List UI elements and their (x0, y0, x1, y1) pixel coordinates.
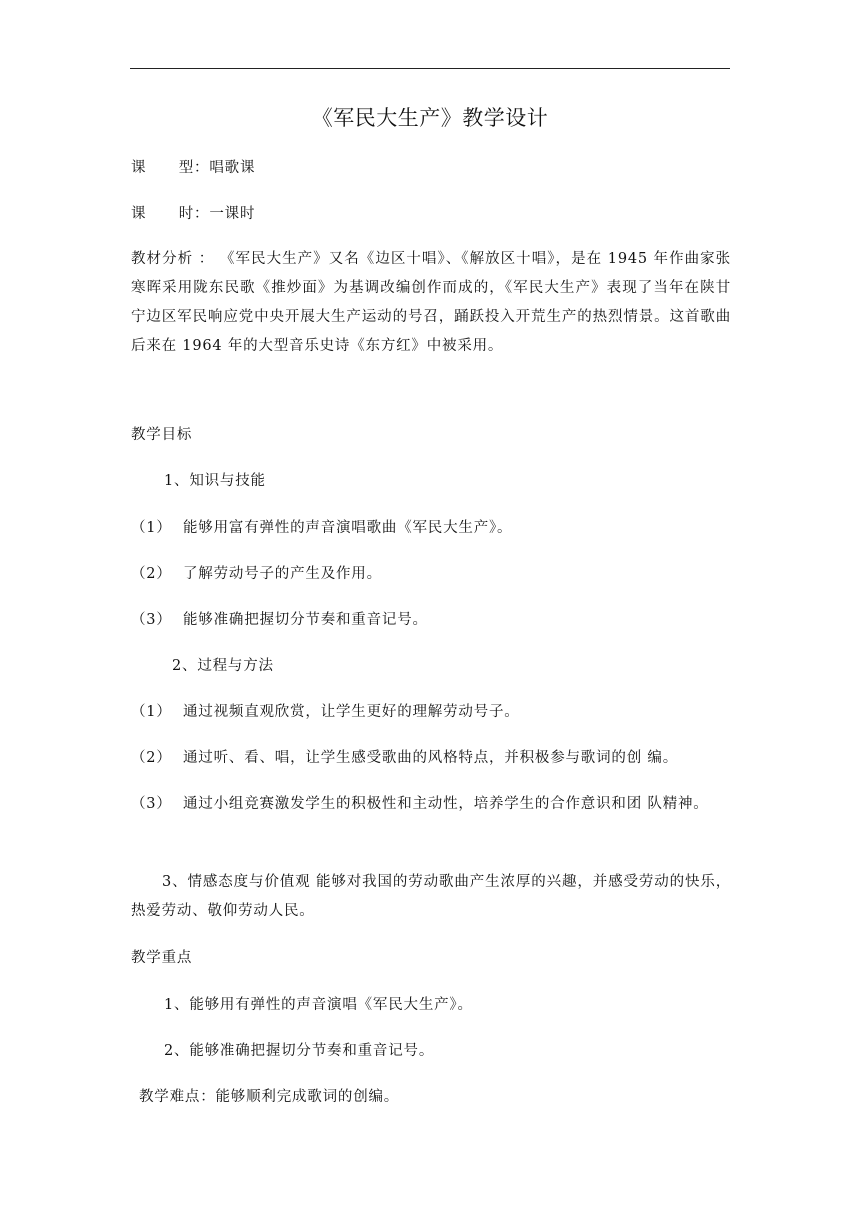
course-time-label: 课 时： (131, 206, 210, 222)
course-type-value: 唱歌课 (209, 160, 256, 176)
key-point-item: 1、能够用有弹性的声音演唱《军民大生产》。 (164, 997, 473, 1013)
item-text: 通过视频直观欣赏，让学生更好的理解劳动号子。 (183, 704, 520, 720)
key-points-heading: 教学重点 (131, 950, 193, 966)
process-item (131, 790, 731, 819)
item-text: 能够准确把握切分节奏和重音记号。 (183, 612, 428, 628)
goals-heading: 教学目标 (131, 427, 193, 443)
document-title: 《军民大生产》教学设计 (311, 106, 549, 130)
item-number: （1） (131, 704, 172, 720)
item-text: 能够用富有弹性的声音演唱歌曲《军民大生产》。 (183, 520, 513, 536)
item-number: （1） (131, 520, 172, 536)
process-methods-title: 2、过程与方法 (172, 658, 274, 674)
item-text: 通过听、看、唱，让学生感受歌曲的风格特点，并积极参与歌词的创 编。 (183, 750, 679, 766)
item-text: 通过小组竞赛激发学生的积极性和主动性，培养学生的合作意识和团 队精神。 (183, 796, 709, 812)
course-time-row (131, 203, 255, 225)
key-point-item: 2、能够准确把握切分节奏和重音记号。 (164, 1043, 435, 1059)
knowledge-item (131, 563, 382, 585)
knowledge-item (131, 609, 428, 631)
course-type-row (131, 157, 255, 179)
item-number: （2） (131, 566, 172, 582)
knowledge-item (131, 517, 512, 539)
item-number: （3） (131, 796, 172, 812)
difficulty-line: 教学难点：能够顺利完成歌词的创编。 (139, 1089, 400, 1105)
course-time-value: 一课时 (209, 206, 256, 222)
knowledge-skills-title: 1、知识与技能 (164, 473, 266, 489)
course-type-label: 课 型： (131, 160, 210, 176)
item-number: （3） (131, 612, 172, 628)
analysis-paragraph: 教材分析 ： 《军民大生产》又名《边区十唱》、《解放区十唱》，是在 1945 年作曲家张寒晖采用陇东民歌《推炒面》为基调改编创作而成的，《军民大生产》表现了当年在陕甘宁边区军民响应党中央开展大生产运动的号召，踊跃投入开荒生产的热烈情景。这首歌曲后来在 1964 年的大型音乐史诗《东方红》中被采用。 (131, 251, 731, 354)
header-rule (130, 68, 730, 69)
item-text: 了解劳动号子的产生及作用。 (183, 566, 382, 582)
process-item (131, 701, 520, 723)
item-number: （2） (131, 750, 172, 766)
emotion-attitude-paragraph: 3、情感态度与价值观 能够对我国的劳动歌曲产生浓厚的兴趣，并感受劳动的快乐，热爱劳动、敬仰劳动人民。 (131, 874, 731, 919)
process-item (131, 747, 678, 769)
